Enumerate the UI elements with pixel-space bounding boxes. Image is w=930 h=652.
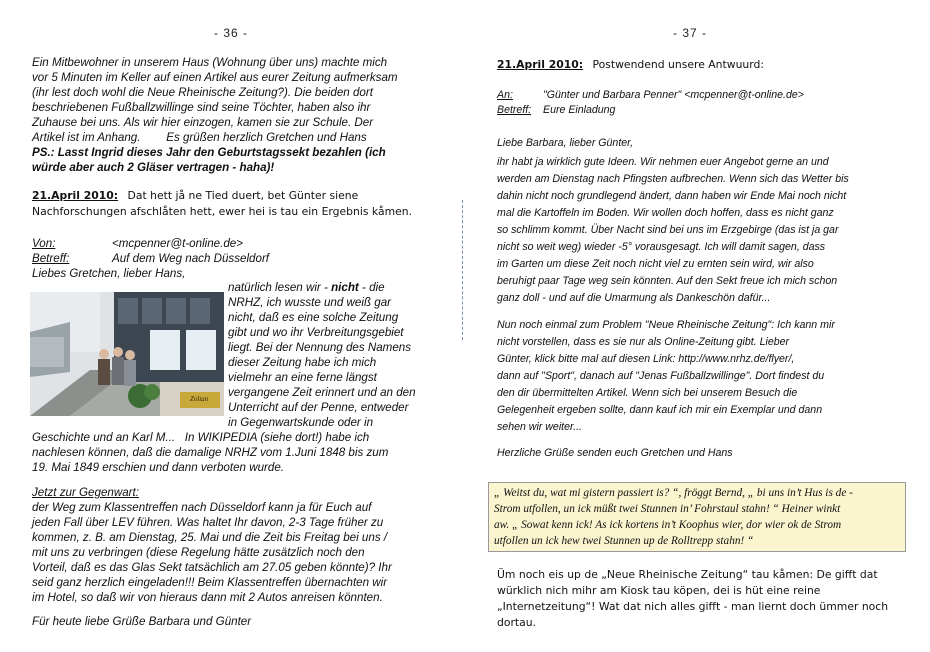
body-line: nachlesen können, daß die damalige NRHZ vom 1.Juni 1848 bis zum: [32, 446, 389, 459]
photo-house: [30, 292, 224, 416]
body-line: natürlich lesen wir - nicht - die: [228, 281, 385, 294]
body-line: der Weg zum Klassentreffen nach Düsseldorf kann ja für Euch auf: [32, 501, 372, 514]
to-label: An:: [497, 89, 513, 101]
entry-text: Dat hett jå ne Tied duert, bet Günter siene: [127, 189, 359, 202]
quote-line: Strom utfollen, un ick müßt twei Stunnen in’ Fohrstaul stahn! “ Heiner winkt: [494, 503, 841, 515]
closing-line: Üm noch eis up de „Neue Rheinische Zeitung“ tau kåmen: De gifft dat: [497, 568, 878, 581]
letter-line: ihr habt ja wirklich gute Ideen. Wir nehmen euer Angebot gerne an und: [497, 156, 829, 168]
letter-line: so schlimm kommt. Über Nacht sind bei uns im Erzgebirge (das ist ja gar: [497, 224, 839, 236]
body-line: Geschichte und an Karl M... In WIKIPEDIA (siehe dort!) habe ich: [32, 431, 370, 444]
dated-entry: [32, 188, 358, 203]
quote-box: [488, 482, 906, 552]
letter-line: Günter, klick bitte mal auf diesen Link: http://www.nrhz.de/flyer/,: [497, 353, 795, 365]
page-number: - 37 -: [673, 26, 708, 40]
letter-line: im Garten um diese Zeit noch nicht viel zu ernten sein wird, wir also: [497, 258, 814, 270]
subject-value: Auf dem Weg nach Düsseldorf: [112, 252, 270, 265]
section-heading: Jetzt zur Gegenwart:: [32, 486, 139, 499]
letter-line: den dir übermittelten Artikel. Wenn sich bei unserem Besuch die: [497, 387, 798, 399]
body-line: vielmehr an eine ferne längst: [228, 371, 377, 384]
subject-label: Betreff:: [497, 104, 532, 116]
entry-text: Postwendend unsere Antwuurd:: [592, 58, 764, 71]
entry-text: Nachforschungen afschlåten hett, ewer hei is tau ein Ergebnis kåmen.: [32, 205, 413, 218]
letter-line: dann auf "Sport", danach auf "Jenas Fußballzwillinge". Dort findest du: [497, 370, 825, 382]
to-value: "Günter und Barbara Penner" <mcpenner@t-online.de>: [543, 89, 804, 101]
intro-line: (ihr lest doch wohl die Neue Rheinische Zeitung?). Die beiden dort: [32, 86, 373, 99]
from-value: <mcpenner@t-online.de>: [112, 237, 244, 250]
entry-date: 21.April 2010:: [32, 189, 119, 202]
letter-line: sehen wir weiter...: [497, 421, 582, 433]
dated-entry: [497, 57, 764, 72]
body-line: gibt und wo ihr Verbreitungsgebiet: [228, 326, 404, 339]
letter-line: beruhigt paar Tage weg sein könnten. Auf den Sekt freue ich mich schon: [497, 275, 838, 287]
body-line: NRHZ, ich wusste und weiß gar: [228, 296, 392, 309]
closing: Für heute liebe Grüße Barbara und Günter: [32, 615, 252, 628]
letter-line: werden am Dienstag nach Pfingsten aufbrechen. Wenn sich das Wetter bis: [497, 173, 849, 185]
body-line: mit uns zu verbringen (diese Regelung hätte zusätzlich noch den: [32, 546, 365, 559]
page-number: - 36 -: [214, 26, 249, 40]
intro-line: Ein Mitbewohner in unserem Haus (Wohnung über uns) machte mich: [32, 56, 388, 69]
body-line: nicht, daß es eine solche Zeitung: [228, 311, 399, 324]
body-line: im Hotel, so daß wir von hieraus dann mit 2 Autos anreisen könnten.: [32, 591, 383, 604]
greeting: Liebe Barbara, lieber Günter,: [497, 137, 634, 149]
intro-line: Artikel ist im Anhang. Es grüßen herzlich Gretchen und Hans: [32, 131, 367, 144]
body-line: 19. Mai 1849 erschien und dann verboten wurde.: [32, 461, 285, 474]
intro-line: Zuhause bei uns. Als wir hier einzogen, kamen sie zur Schule. Der: [32, 116, 374, 129]
intro-line: beschriebenen Fußballzwillinge sind seine Töchter, haben also ihr: [32, 101, 371, 114]
from-label: Von:: [32, 237, 56, 250]
body-line: Vorteil, daß es das Glas Sekt tatsächlich am 27.05 geben könnte)? Ihr: [32, 561, 392, 574]
letter-line: ganz doll - und auf die Umarmung als Dankeschön dafür...: [497, 292, 771, 304]
intro-line: vor 5 Minuten im Keller auf einen Artikel aus eurer Zeitung aufmerksam: [32, 71, 398, 84]
right-page: [467, 0, 930, 652]
letter-line: Nun noch einmal zum Problem "Neue Rheinische Zeitung": Ich kann mir: [497, 319, 835, 331]
subject-value: Eure Einladung: [543, 104, 616, 116]
subject-label: Betreff:: [32, 252, 70, 265]
body-line: dieser Zeitung habe ich mich: [228, 356, 377, 369]
quote-line: utfollen un ick hew twei Stunnen up de Rolltrepp stahn! “: [494, 535, 754, 547]
closing-line: würklich nich mihr am Kiosk tau köpen, dei is hüt eine reine: [497, 584, 821, 597]
ps-line: PS.: Lasst Ingrid dieses Jahr den Geburtstagssekt bezahlen (ich: [32, 146, 386, 159]
left-page: [0, 0, 463, 652]
body-line: jeden Fall über LEV führen. Was haltet Ihr davon, 2-3 Tage früher zu: [32, 516, 384, 529]
letter-line: mal die Kartoffeln im Boden. Wir wollen doch hoffen, dass es nicht ganz: [497, 207, 834, 219]
letter-sign: Herzliche Grüße senden euch Gretchen und Hans: [497, 447, 733, 459]
closing-line: „Internetzeitung“! Wat dat nich alles gifft - man liernt doch ümmer noch: [497, 600, 889, 613]
letter-line: nicht vorstellen, dass es sie nur als Online-Zeitung gibt. Lieber: [497, 336, 790, 348]
body-line: Unterricht auf der Penne, entweder: [228, 401, 409, 414]
body-line: vergangene Zeit erinnert und an den: [228, 386, 416, 399]
letter-line: Gelegenheit ergeben sollte, dann kauf ich mir ein Exemplar und dann: [497, 404, 823, 416]
body-line: kommen, z. B. am Dienstag, 25. Mai und die Zeit bis Freitag bei uns /: [32, 531, 388, 544]
quote-line: aw. „ Sowat kenn ick! As ick kortens in’t Koophus wier, dor wier ok de Strom: [494, 519, 842, 531]
body-line: liegt. Bei der Nennung des Namens: [228, 341, 412, 354]
body-line: seid ganz herzlich eingeladen!!! Beim Klassentreffen übernachten wir: [32, 576, 388, 589]
entry-date: 21.April 2010:: [497, 58, 584, 71]
letter-line: dahin nicht noch grundlegend ändert, dann haben wir Ende Mai noch nicht: [497, 190, 847, 202]
photo-sign-text: Zoltan: [190, 395, 209, 403]
closing-line: dortau.: [497, 616, 537, 629]
greeting: Liebes Gretchen, lieber Hans,: [32, 267, 186, 280]
ps-line: würde aber auch 2 Gläser vertragen - haha)!: [32, 161, 275, 174]
letter-line: nicht so weit weg) wieder -5° vorausgesagt. Ich will damit sagen, dass: [497, 241, 826, 253]
body-line: in Gegenwartskunde oder in: [228, 416, 374, 429]
quote-line: „ Weitst du, wat mi gistern passiert is? “, fröggt Bernd, „ bi uns in’t Hus is de -: [494, 487, 853, 499]
